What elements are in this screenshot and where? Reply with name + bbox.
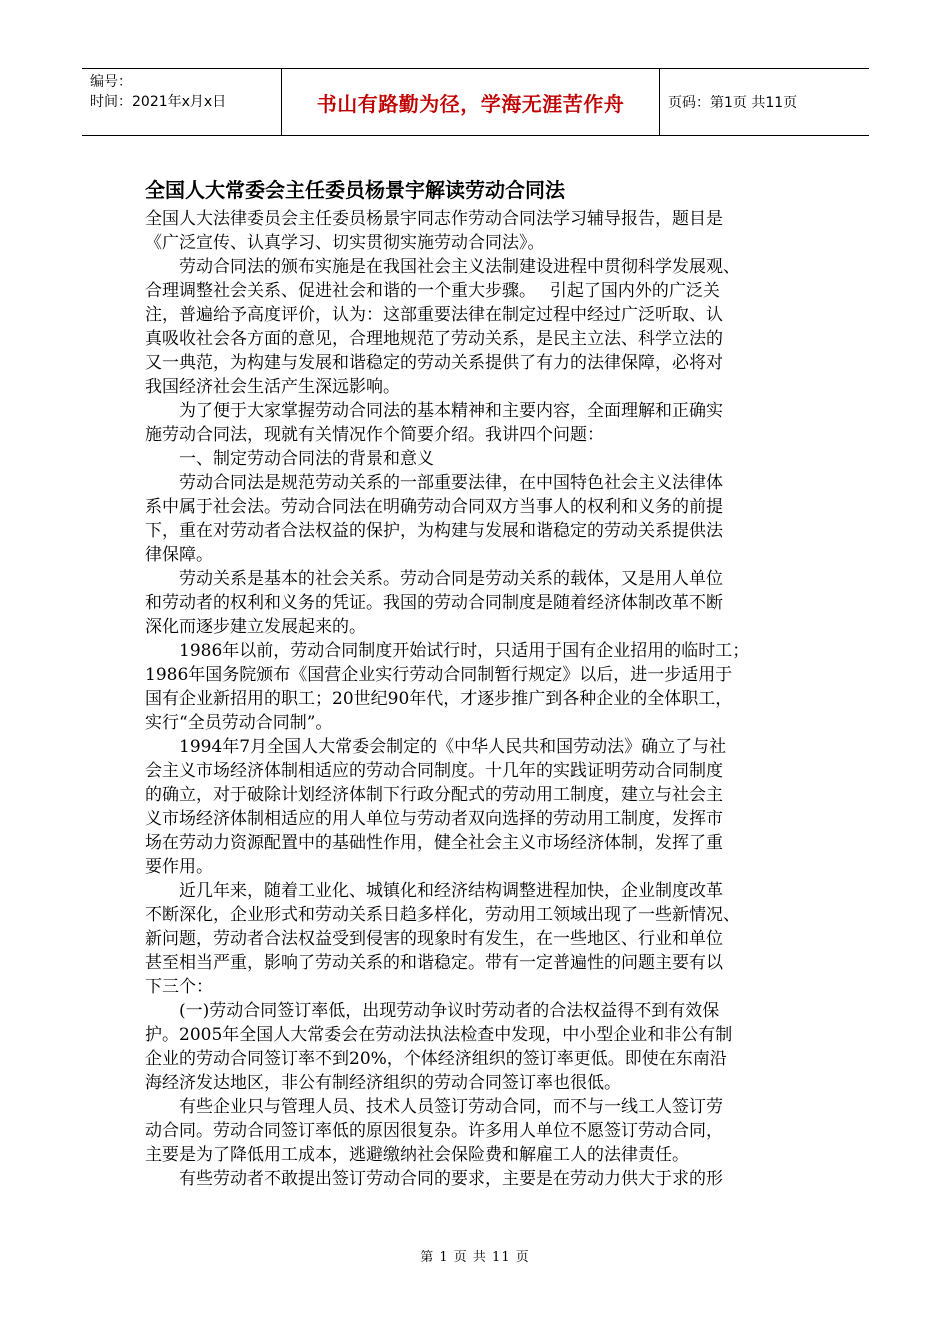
body-line: 下三个： xyxy=(145,977,213,997)
body-line: 不断深化，企业形式和劳动关系日趋多样化，劳动用工领域出现了一些新情况、 xyxy=(145,905,740,925)
body-line: 甚至相当严重，影响了劳动关系的和谐稳定。带有一定普遍性的问题主要有以 xyxy=(145,953,723,973)
body-line: 海经济发达地区，非公有制经济组织的劳动合同签订率也很低。 xyxy=(145,1073,621,1093)
body-line: 场在劳动力资源配置中的基础性作用，健全社会主义市场经济体制，发挥了重 xyxy=(145,833,723,853)
body-line: 注，普遍给予高度评价，认为：这部重要法律在制定过程中经过广泛听取、认 xyxy=(145,305,723,325)
body-line: 真吸收社会各方面的意见，合理地规范了劳动关系，是民主立法、科学立法的 xyxy=(145,329,723,349)
body-line: 主要是为了降低用工成本，逃避缴纳社会保险费和解雇工人的法律责任。 xyxy=(145,1145,689,1165)
body-line: 一、制定劳动合同法的背景和意义 xyxy=(145,449,434,469)
body-line: 律保障。 xyxy=(145,545,213,565)
body-line: 劳动合同法的颁布实施是在我国社会主义法制建设进程中贯彻科学发展观、 xyxy=(145,257,740,277)
header-motto: 书山有路勤为径，学海无涯苦作舟 xyxy=(282,69,660,135)
body-line: 国有企业新招用的职工；20世纪90年代，才逐步推广到各种企业的全体职工， xyxy=(145,689,733,709)
body-line: 1986年国务院颁布《国营企业实行劳动合同制暂行规定》以后，进一步适用于 xyxy=(145,665,733,685)
body-line: 全国人大法律委员会主任委员杨景宇同志作劳动合同法学习辅导报告，题目是 xyxy=(145,209,723,229)
body-line: 1994年7月全国人大常委会制定的《中华人民共和国劳动法》确立了与社 xyxy=(145,737,727,757)
body-line: 合理调整社会关系、促进社会和谐的一个重大步骤。 引起了国内外的广泛关 xyxy=(145,281,720,301)
document-body xyxy=(145,207,810,1191)
body-line: 和劳动者的权利和义务的凭证。我国的劳动合同制度是随着经济体制改革不断 xyxy=(145,593,723,613)
body-line: 又一典范，为构建与发展和谐稳定的劳动关系提供了有力的法律保障，必将对 xyxy=(145,353,723,373)
body-line: 有些企业只与管理人员、技术人员签订劳动合同，而不与一线工人签订劳 xyxy=(145,1097,723,1117)
header-page-info: 页码：第1页 共11页 xyxy=(668,95,798,111)
body-line: (一)劳动合同签订率低，出现劳动争议时劳动者的合法权益得不到有效保 xyxy=(145,1001,720,1021)
page-footer: 第 1 页 共 11 页 xyxy=(420,1250,530,1265)
body-line: 实行“全员劳动合同制”。 xyxy=(145,713,333,733)
body-line: 要作用。 xyxy=(145,857,213,877)
body-line: 1986年以前，劳动合同制度开始试行时，只适用于国有企业招用的临时工； xyxy=(145,641,750,661)
body-line: 《广泛宣传、认真学习、切实贯彻实施劳动合同法》。 xyxy=(145,233,545,253)
body-line: 施劳动合同法，现就有关情况作个简要介绍。我讲四个问题： xyxy=(145,425,604,445)
document-title: 全国人大常委会主任委员杨景宇解读劳动合同法 xyxy=(145,178,565,202)
body-line: 有些劳动者不敢提出签订劳动合同的要求，主要是在劳动力供大于求的形 xyxy=(145,1169,723,1189)
body-line: 劳动合同法是规范劳动关系的一部重要法律，在中国特色社会主义法律体 xyxy=(145,473,723,493)
document-number-label: 编号： xyxy=(90,74,132,90)
body-line: 新问题，劳动者合法权益受到侵害的现象时有发生，在一些地区、行业和单位 xyxy=(145,929,723,949)
body-line: 义市场经济体制相适应的用人单位与劳动者双向选择的劳动用工制度，发挥市 xyxy=(145,809,723,829)
body-line: 劳动关系是基本的社会关系。劳动合同是劳动关系的载体，又是用人单位 xyxy=(145,569,723,589)
body-line: 动合同。劳动合同签订率低的原因很复杂。许多用人单位不愿签订劳动合同， xyxy=(145,1121,723,1141)
document-time-label: 时间：2021年x月x日 xyxy=(90,94,227,110)
body-line: 企业的劳动合同签订率不到20%，个体经济组织的签订率更低。即使在东南沿 xyxy=(145,1049,727,1069)
body-line: 会主义市场经济体制相适应的劳动合同制度。十几年的实践证明劳动合同制度 xyxy=(145,761,723,781)
header-meta xyxy=(82,69,282,135)
body-line: 近几年来，随着工业化、城镇化和经济结构调整进程加快，企业制度改革 xyxy=(145,881,723,901)
body-line: 的确立，对于破除计划经济体制下行政分配式的劳动用工制度，建立与社会主 xyxy=(145,785,723,805)
body-line: 我国经济社会生活产生深远影响。 xyxy=(145,377,400,397)
body-line: 为了便于大家掌握劳动合同法的基本精神和主要内容，全面理解和正确实 xyxy=(145,401,723,421)
body-line: 护。2005年全国人大常委会在劳动法执法检查中发现，中小型企业和非公有制 xyxy=(145,1025,733,1045)
body-line: 下，重在对劳动者合法权益的保护，为构建与发展和谐稳定的劳动关系提供法 xyxy=(145,521,723,541)
body-line: 系中属于社会法。劳动合同法在明确劳动合同双方当事人的权利和义务的前提 xyxy=(145,497,723,517)
body-line: 深化而逐步建立发展起来的。 xyxy=(145,617,366,637)
page-header xyxy=(82,68,869,136)
